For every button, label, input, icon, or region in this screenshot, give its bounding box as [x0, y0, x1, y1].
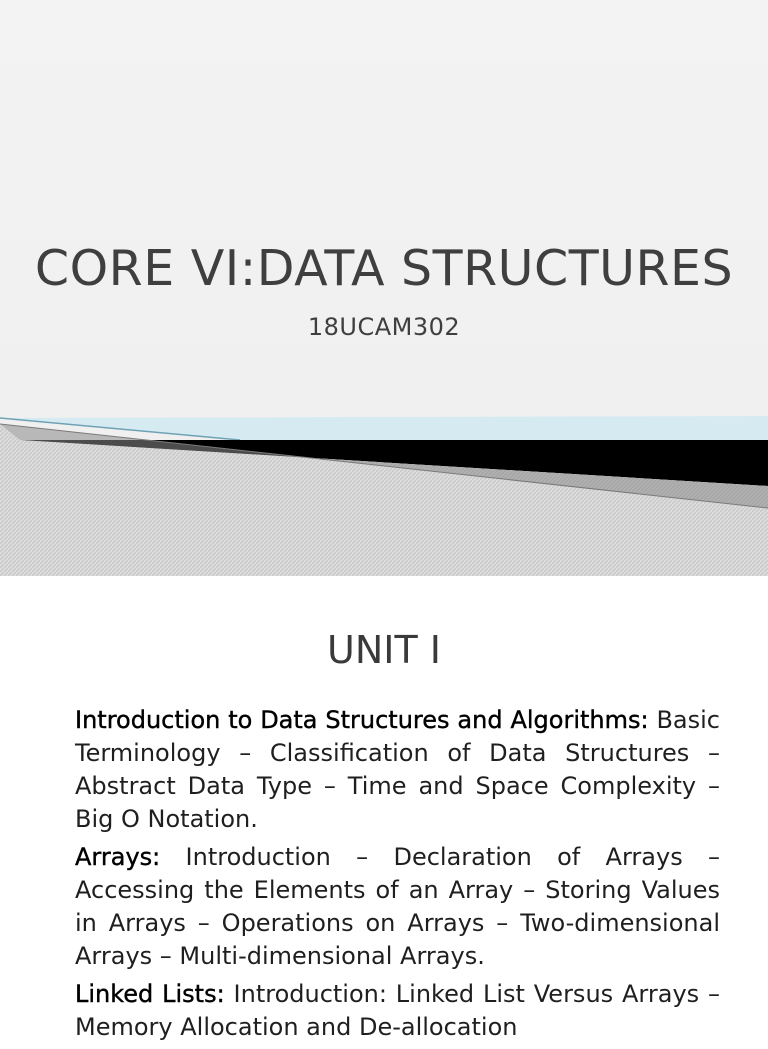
paragraph-label: Arrays: — [75, 843, 161, 871]
paragraph-intro — [75, 704, 720, 836]
paragraph-text: Basic Terminology – Classification of Data Structures – Abstract Data Type – Time and Space Complexity – Big O Notation. — [75, 706, 720, 833]
unit-heading: UNIT I — [327, 628, 441, 672]
unit-slide — [0, 576, 768, 1041]
syllabus-content — [75, 704, 720, 1049]
course-code: 18UCAM302 — [307, 313, 461, 341]
slide-title: CORE VI:DATA STRUCTURES — [34, 240, 734, 297]
paragraph-label: Linked Lists: — [75, 980, 225, 1008]
paragraph-label: Introduction to Data Structures and Algorithms: — [75, 706, 649, 734]
paragraph-linked-lists — [75, 978, 720, 1044]
paragraph-text: Introduction – Declaration of Arrays – Accessing the Elements of an Array – Storing Values in Arrays – Operations on Arrays – Two-dimensional Arrays – Multi-dimensional Arrays. — [75, 843, 720, 970]
paragraph-text: Introduction: Linked List Versus Arrays – Memory Allocation and De-allocation — [75, 980, 720, 1041]
paragraph-arrays — [75, 841, 720, 973]
